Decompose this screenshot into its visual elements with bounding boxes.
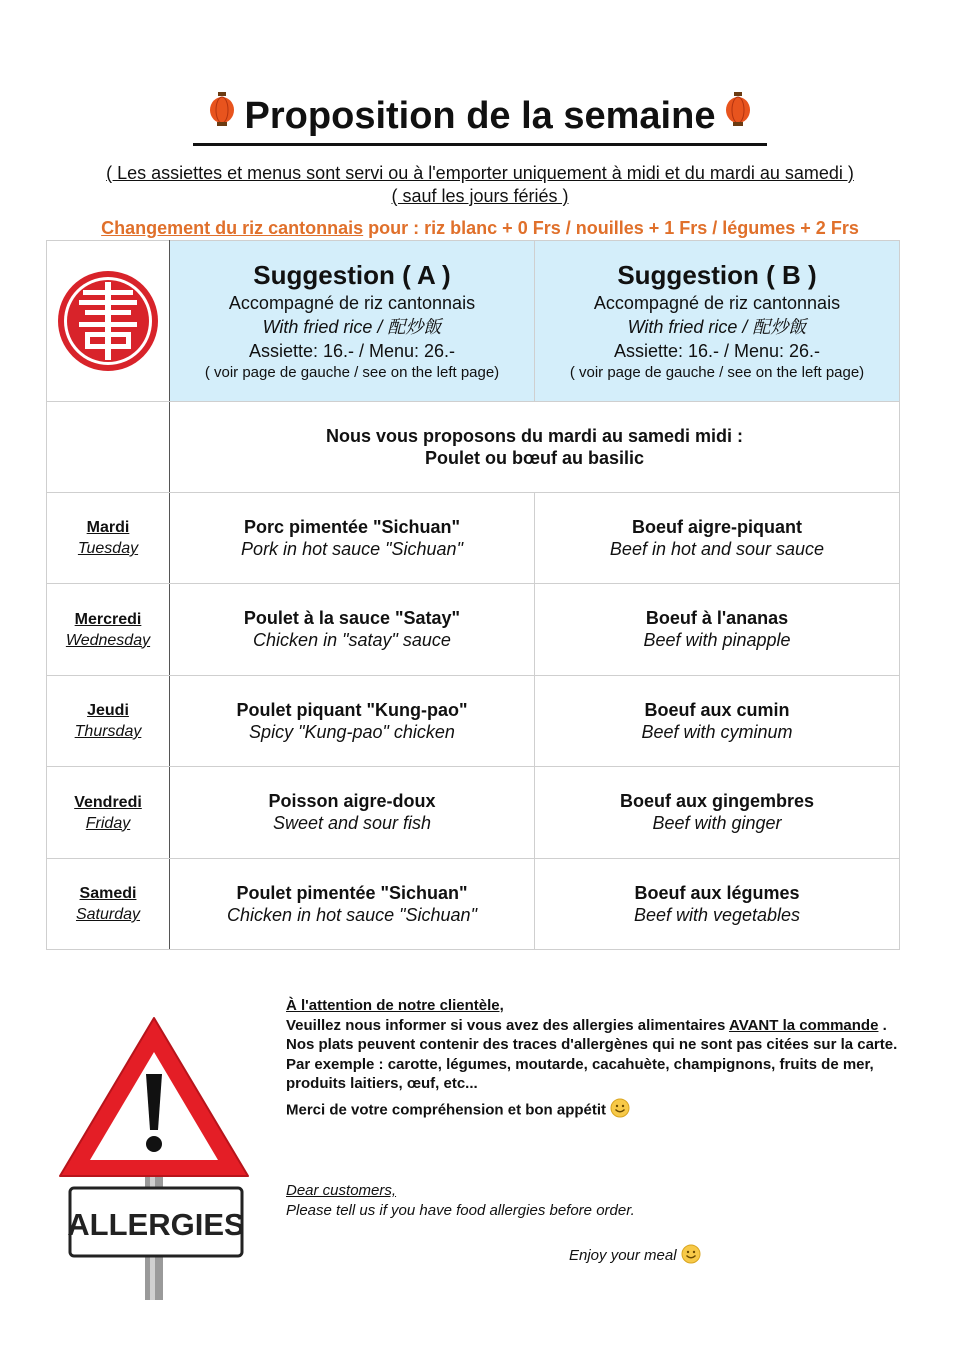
dish-a-cell — [170, 767, 535, 859]
dish-b-en: Beef with ginger — [652, 813, 782, 833]
weekly-special-line2: Poulet ou bœuf au basilic — [424, 448, 644, 468]
lantern-icon — [209, 92, 235, 138]
suggestion-header-row — [47, 241, 900, 402]
service-note — [0, 162, 960, 184]
dish-b-cell — [535, 767, 900, 859]
rice-change-note — [0, 218, 960, 239]
dish-b-fr: Boeuf à l'ananas — [645, 608, 789, 628]
suggestion-b-side-en: With fried rice / 配炒飯 — [627, 317, 807, 337]
suggestion-b-side-fr: Accompagné de riz cantonnais — [593, 293, 841, 313]
day-cell — [47, 676, 170, 767]
dish-a-fr: Poisson aigre-doux — [268, 791, 436, 811]
dish-b-fr: Boeuf aux cumin — [644, 699, 790, 720]
day-cell — [47, 493, 170, 584]
dish-b-en: Beef with vegetables — [633, 904, 801, 925]
allergy-notice-en — [286, 1181, 906, 1220]
dish-a-cell — [170, 859, 535, 950]
allergy-notice-en-line1: Please tell us if you have food allergies before order. — [286, 1201, 635, 1219]
empty-cell — [47, 402, 170, 493]
double-happiness-icon — [55, 268, 161, 374]
allergy-notice-thanks: Merci de votre compréhension et bon appétit — [286, 1101, 607, 1119]
logo-cell — [47, 241, 170, 402]
suggestion-a-price: Assiette: 16.- / Menu: 26.- — [248, 341, 456, 361]
enjoy-meal — [569, 1244, 701, 1268]
weekly-special-cell — [170, 402, 900, 493]
dish-a-en: Chicken in hot sauce "Sichuan" — [227, 904, 477, 925]
page-title-text: Proposition de la semaine — [244, 95, 716, 137]
dish-a-en: Sweet and sour fish — [272, 813, 432, 833]
dish-b-en: Beef with cyminum — [641, 721, 793, 742]
day-name-en: Tuesday — [77, 540, 139, 557]
service-note-line1: ( Les assiettes et menus sont servi ou à l'emporter uniquement à midi et du mardi au samedi ) — [106, 163, 854, 183]
dish-a-fr: Poulet pimentée "Sichuan" — [236, 882, 468, 903]
table-row — [47, 767, 900, 859]
table-row — [47, 859, 900, 950]
day-name-fr: Jeudi — [87, 702, 129, 719]
dish-a-en: Spicy "Kung-pao" chicken — [249, 721, 455, 742]
allergy-notice-line2: Nos plats peuvent contenir des traces d'allergènes qui ne sont pas citées sur la carte. — [286, 1036, 898, 1053]
table-row — [47, 676, 900, 767]
allergy-notice-line4 — [286, 1098, 906, 1124]
dish-a-en: Pork in hot sauce "Sichuan" — [241, 538, 463, 559]
rice-change-label: Changement du riz cantonnais — [101, 218, 364, 238]
weekly-special-row — [47, 402, 900, 493]
allergy-notice-emphasis: AVANT la commande — [728, 1016, 879, 1034]
rice-change-options: pour : riz blanc + 0 Frs / nouilles + 1 Frs / légumes + 2 Frs — [363, 218, 859, 238]
day-cell — [47, 767, 170, 859]
dish-b-cell — [535, 676, 900, 767]
suggestion-b-price: Assiette: 16.- / Menu: 26.- — [613, 341, 821, 361]
smiley-icon — [610, 1098, 630, 1124]
suggestion-b-header — [535, 241, 900, 402]
day-name-en: Wednesday — [65, 631, 151, 649]
enjoy-meal-text: Enjoy your meal — [569, 1246, 677, 1264]
service-note-line2: ( sauf les jours fériés ) — [391, 186, 569, 206]
dish-a-cell — [170, 584, 535, 676]
holiday-note — [0, 185, 960, 207]
table-row — [47, 584, 900, 676]
suggestion-b-title: Suggestion ( B ) — [617, 260, 817, 290]
suggestion-a-header — [170, 241, 535, 402]
allergy-notice-fr — [286, 996, 906, 1123]
menu-table — [46, 240, 900, 950]
dish-a-fr: Porc pimentée "Sichuan" — [243, 516, 461, 537]
dish-b-cell — [535, 584, 900, 676]
dish-a-cell — [170, 493, 535, 584]
allergy-sign-text: ALLERGIES — [67, 1207, 245, 1242]
suggestion-a-note: ( voir page de gauche / see on the left page) — [204, 364, 500, 381]
dish-b-cell — [535, 493, 900, 584]
day-name-fr: Mardi — [86, 519, 130, 536]
suggestion-a-title: Suggestion ( A ) — [253, 260, 451, 290]
dish-b-fr: Boeuf aigre-piquant — [632, 516, 802, 537]
dish-b-en: Beef with pinapple — [643, 630, 791, 650]
dish-a-cell — [170, 676, 535, 767]
dish-a-en: Chicken in "satay" sauce — [253, 630, 451, 650]
dish-a-fr: Poulet piquant "Kung-pao" — [236, 699, 468, 720]
suggestion-b-note: ( voir page de gauche / see on the left page) — [569, 364, 865, 381]
allergy-notice-en-heading: Dear customers, — [286, 1182, 397, 1199]
page-title-wrap — [0, 94, 960, 146]
day-name-en: Friday — [85, 814, 131, 832]
suggestion-a-side-fr: Accompagné de riz cantonnais — [228, 293, 476, 313]
table-row — [47, 493, 900, 584]
day-name-fr: Samedi — [79, 885, 137, 902]
weekly-special-line1: Nous vous proposons du mardi au samedi midi : — [325, 426, 744, 446]
dish-b-cell — [535, 859, 900, 950]
suggestion-a-side-en: With fried rice / 配炒飯 — [262, 317, 442, 337]
day-cell — [47, 584, 170, 676]
allergy-notice-line1-text: Veuillez nous informer si vous avez des allergies alimentaires — [286, 1016, 729, 1034]
lantern-icon — [725, 92, 751, 138]
allergy-warning-sign — [58, 1012, 254, 1302]
day-cell — [47, 859, 170, 950]
day-name-en: Thursday — [74, 723, 142, 740]
day-name-en: Saturday — [75, 906, 141, 923]
smiley-icon — [681, 1244, 701, 1268]
allergy-notice-line1-end: . — [878, 1016, 887, 1034]
dish-b-fr: Boeuf aux gingembres — [619, 791, 815, 811]
dish-b-en: Beef in hot and sour sauce — [609, 538, 825, 559]
dish-a-fr: Poulet à la sauce "Satay" — [243, 608, 461, 628]
allergy-notice-line1 — [286, 1016, 906, 1036]
dish-b-fr: Boeuf aux légumes — [634, 882, 800, 903]
day-name-fr: Mercredi — [74, 610, 142, 628]
page-title — [193, 94, 768, 146]
day-name-fr: Vendredi — [74, 793, 142, 811]
allergy-notice-heading: À l'attention de notre clientèle, — [286, 997, 504, 1014]
allergy-notice-line3: Par exemple : carotte, légumes, moutarde, cacahuète, champignons, fruits de mer, produits laitiers, œuf, etc... — [286, 1055, 874, 1092]
